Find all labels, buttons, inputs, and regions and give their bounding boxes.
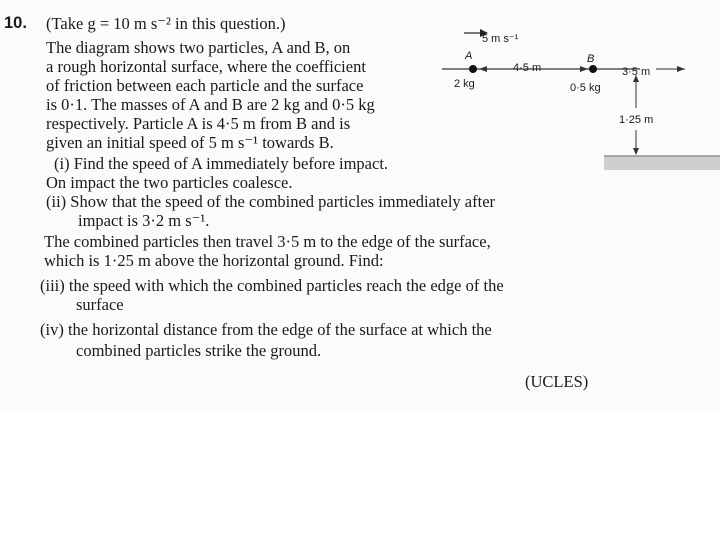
- dist-edge-right-head: [677, 66, 685, 72]
- line-6: respectively. Particle A is 4·5 m from B and is: [46, 114, 351, 133]
- line-2: The diagram shows two particles, A and B, on: [46, 38, 351, 57]
- particle-b: [589, 65, 597, 73]
- line-12: The combined particles then travel 3·5 m to the edge of the surface,: [44, 232, 491, 251]
- label-b: B: [587, 53, 595, 65]
- speed-label: 5 m s⁻¹: [482, 33, 519, 45]
- part-i: (i) Find the speed of A immediately before impact.: [54, 154, 389, 173]
- part-iv: (iv) the horizontal distance from the edge of the surface at which the: [40, 320, 492, 339]
- dist-ab-left-head: [479, 66, 487, 72]
- dist-edge-label: 3·5 m: [622, 66, 651, 78]
- part-iii-cont: surface: [76, 295, 124, 314]
- mass-b-label: 0·5 kg: [570, 82, 601, 94]
- line-1: (Take g = 10 m s⁻² in this question.): [46, 14, 286, 33]
- line-3: a rough horizontal surface, where the coefficient: [46, 57, 366, 76]
- source-label: (UCLES): [525, 372, 589, 391]
- ground: [604, 156, 720, 170]
- height-label: 1·25 m: [619, 114, 654, 126]
- part-ii: (ii) Show that the speed of the combined particles immediately after: [46, 192, 496, 211]
- part-iv-cont: combined particles strike the ground.: [76, 341, 322, 360]
- diagram-svg: [430, 22, 720, 182]
- height-arrow-bottom-head: [633, 148, 639, 155]
- dist-ab-right-head: [580, 66, 588, 72]
- mass-a-label: 2 kg: [454, 78, 475, 90]
- line-4: of friction between each particle and the surface: [46, 76, 364, 95]
- line-9: On impact the two particles coalesce.: [46, 173, 293, 192]
- dist-ab-label: 4·5 m: [513, 62, 542, 74]
- line-13: which is 1·25 m above the horizontal ground. Find:: [44, 251, 384, 270]
- part-ii-cont: impact is 3·2 m s⁻¹.: [78, 211, 210, 230]
- line-5: is 0·1. The masses of A and B are 2 kg and 0·5 kg: [46, 95, 375, 114]
- label-a: A: [465, 50, 473, 62]
- particle-a: [469, 65, 477, 73]
- part-iii: (iii) the speed with which the combined particles reach the edge of the: [40, 276, 504, 295]
- particles-diagram: [430, 22, 720, 182]
- question-number: 10.: [4, 14, 27, 32]
- line-7: given an initial speed of 5 m s⁻¹ towards B.: [46, 133, 334, 152]
